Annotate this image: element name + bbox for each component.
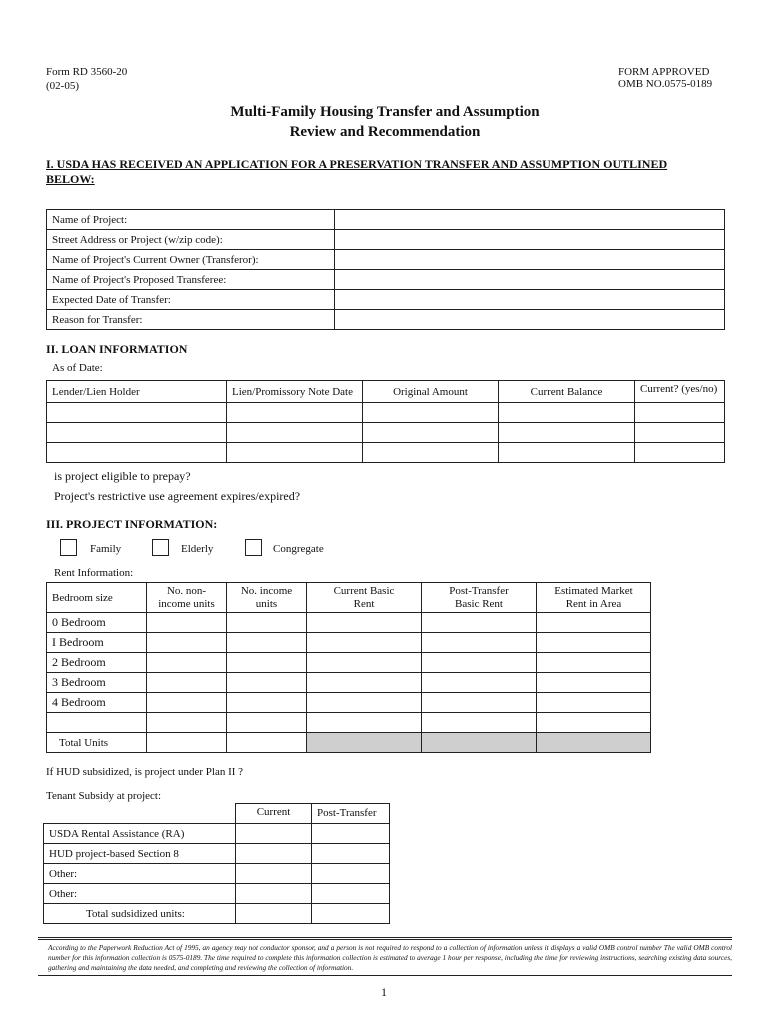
shaded-cell — [422, 733, 537, 753]
page-number: 1 — [381, 985, 387, 999]
section1-heading: I. USDA HAS RECEIVED AN APPLICATION FOR A PRESERVATION TRANSFER AND ASSUMPTION OUTLINED — [46, 157, 668, 171]
subsidy-row-label: Other: — [44, 864, 236, 884]
row-label: Expected Date of Transfer: — [47, 290, 335, 310]
table-cell[interactable] — [227, 673, 307, 693]
table-cell[interactable] — [499, 403, 635, 423]
table-cell[interactable] — [227, 713, 307, 733]
total-units-label: Total Units — [47, 733, 147, 753]
table-cell[interactable] — [312, 884, 390, 904]
bedroom-label: 4 Bedroom — [47, 693, 147, 713]
project-info-table — [46, 209, 725, 330]
footer-rule — [38, 975, 732, 976]
column-header: No. income units — [227, 583, 307, 613]
hud-plan-question: If HUD subsidized, is project under Plan II ? — [46, 766, 244, 778]
restrictive-use-question: Project's restrictive use agreement expires/expired? — [54, 489, 301, 503]
column-header: Bedroom size — [47, 583, 147, 613]
table-cell[interactable] — [227, 693, 307, 713]
table-cell[interactable] — [236, 844, 312, 864]
table-cell[interactable] — [227, 403, 363, 423]
shaded-cell — [307, 733, 422, 753]
table-cell[interactable] — [537, 693, 651, 713]
table-cell[interactable] — [236, 824, 312, 844]
table-cell[interactable] — [227, 733, 307, 753]
table-cell[interactable] — [635, 423, 725, 443]
form-date: (02-05) — [46, 80, 79, 92]
table-cell[interactable] — [147, 693, 227, 713]
transfer-date-field[interactable] — [335, 290, 725, 310]
transfer-reason-field[interactable] — [335, 310, 725, 330]
bedroom-label: 3 Bedroom — [47, 673, 147, 693]
congregate-label: Congregate — [273, 543, 324, 555]
bedroom-label: 0 Bedroom — [47, 613, 147, 633]
table-cell[interactable] — [312, 904, 390, 924]
table-cell[interactable] — [422, 633, 537, 653]
table-cell[interactable] — [47, 403, 227, 423]
family-checkbox[interactable] — [60, 539, 77, 556]
table-cell[interactable] — [422, 693, 537, 713]
table-cell[interactable] — [537, 633, 651, 653]
column-header: Estimated Market Rent in Area — [537, 583, 651, 613]
table-cell[interactable] — [537, 613, 651, 633]
table-cell[interactable] — [47, 423, 227, 443]
proposed-transferee-field[interactable] — [335, 270, 725, 290]
column-header: Current — [236, 804, 312, 824]
table-cell[interactable] — [227, 443, 363, 463]
table-cell[interactable] — [537, 713, 651, 733]
table-cell[interactable] — [312, 864, 390, 884]
table-cell[interactable] — [635, 443, 725, 463]
form-approved: FORM APPROVED — [618, 66, 710, 78]
table-cell[interactable] — [422, 653, 537, 673]
table-cell[interactable] — [537, 653, 651, 673]
table-cell[interactable] — [236, 904, 312, 924]
table-cell[interactable] — [307, 613, 422, 633]
bedroom-label: 2 Bedroom — [47, 653, 147, 673]
as-of-date-label: As of Date: — [52, 362, 103, 374]
table-cell[interactable] — [422, 673, 537, 693]
project-name-field[interactable] — [335, 210, 725, 230]
rent-info-label: Rent Information: — [54, 567, 134, 579]
table-cell[interactable] — [236, 884, 312, 904]
table-cell[interactable] — [147, 653, 227, 673]
elderly-checkbox[interactable] — [152, 539, 169, 556]
family-label: Family — [90, 543, 122, 555]
column-header: Lien/Promissory Note Date — [227, 381, 363, 403]
table-cell[interactable] — [147, 613, 227, 633]
bedroom-label — [47, 713, 147, 733]
table-cell[interactable] — [422, 713, 537, 733]
table-cell[interactable] — [422, 613, 537, 633]
shaded-cell — [537, 733, 651, 753]
footer-rule — [38, 939, 732, 940]
table-cell[interactable] — [307, 693, 422, 713]
table-cell[interactable] — [147, 633, 227, 653]
prepay-question: is project eligible to prepay? — [54, 469, 191, 483]
subsidy-total-label: Total sudsidized units: — [44, 904, 236, 924]
tenant-subsidy-label: Tenant Subsidy at project: — [46, 790, 162, 802]
table-cell[interactable] — [227, 613, 307, 633]
title-line-2: Review and Recommendation — [289, 124, 481, 140]
table-cell[interactable] — [312, 824, 390, 844]
table-cell[interactable] — [47, 443, 227, 463]
column-header: Current Balance — [499, 381, 635, 403]
paperwork-notice: According to the Paperwork Reduction Act of 1995, an agency may not conductor sponsor, and a person is not required to respond to a collection of information unless it displays a valid OMB control number The valid OMB control number for this information collection is 0575-0189. The time required to complete this information collection is estimated to average 1 hour per response, including the time for reviewing instructions, searching existing data sources, gathering and maintaining the data needed, and completing and reviewing the collection of information. — [48, 943, 732, 972]
table-cell[interactable] — [227, 423, 363, 443]
blank-cell — [44, 804, 236, 824]
table-cell[interactable] — [147, 733, 227, 753]
table-cell[interactable] — [307, 653, 422, 673]
row-label: Name of Project's Proposed Transferee: — [47, 270, 335, 290]
congregate-checkbox[interactable] — [245, 539, 262, 556]
loan-info-table — [46, 380, 725, 463]
column-header: Post-Transfer Basic Rent — [422, 583, 537, 613]
row-label: Street Address or Project (w/zip code): — [47, 230, 335, 250]
table-cell[interactable] — [147, 713, 227, 733]
table-cell[interactable] — [147, 673, 227, 693]
section2-heading: II. LOAN INFORMATION — [46, 342, 188, 356]
tenant-subsidy-table — [43, 803, 390, 924]
omb-number: OMB NO.0575-0189 — [618, 78, 713, 90]
row-label: Name of Project: — [47, 210, 335, 230]
column-header: Lender/Lien Holder — [47, 381, 227, 403]
rent-info-table — [46, 582, 651, 753]
column-header: Post-Transfer — [312, 804, 390, 824]
section3-heading: III. PROJECT INFORMATION: — [46, 517, 218, 531]
street-address-field[interactable] — [335, 230, 725, 250]
table-cell[interactable] — [635, 403, 725, 423]
elderly-label: Elderly — [181, 543, 214, 555]
subsidy-row-label: HUD project-based Section 8 — [44, 844, 236, 864]
title-line-1: Multi-Family Housing Transfer and Assumption — [230, 104, 540, 120]
current-owner-field[interactable] — [335, 250, 725, 270]
bedroom-label: I Bedroom — [47, 633, 147, 653]
table-cell[interactable] — [537, 673, 651, 693]
table-cell[interactable] — [499, 423, 635, 443]
column-header: No. non- income units — [147, 583, 227, 613]
row-label: Reason for Transfer: — [47, 310, 335, 330]
column-header: Current Basic Rent — [307, 583, 422, 613]
form-number: Form RD 3560-20 — [46, 66, 128, 78]
table-cell[interactable] — [307, 713, 422, 733]
table-cell[interactable] — [227, 653, 307, 673]
column-header: Current? (yes/no) — [635, 381, 725, 403]
table-cell[interactable] — [499, 443, 635, 463]
column-header: Original Amount — [363, 381, 499, 403]
table-cell[interactable] — [312, 844, 390, 864]
table-cell[interactable] — [307, 673, 422, 693]
subsidy-row-label: Other: — [44, 884, 236, 904]
row-label: Name of Project's Current Owner (Transferor): — [47, 250, 335, 270]
section1-heading-cont: BELOW: — [46, 172, 95, 186]
table-cell[interactable] — [227, 633, 307, 653]
footer-rule — [38, 937, 732, 938]
table-cell[interactable] — [307, 633, 422, 653]
table-cell[interactable] — [363, 443, 499, 463]
table-cell[interactable] — [236, 864, 312, 884]
table-cell[interactable] — [363, 423, 499, 443]
subsidy-row-label: USDA Rental Assistance (RA) — [44, 824, 236, 844]
table-cell[interactable] — [363, 403, 499, 423]
